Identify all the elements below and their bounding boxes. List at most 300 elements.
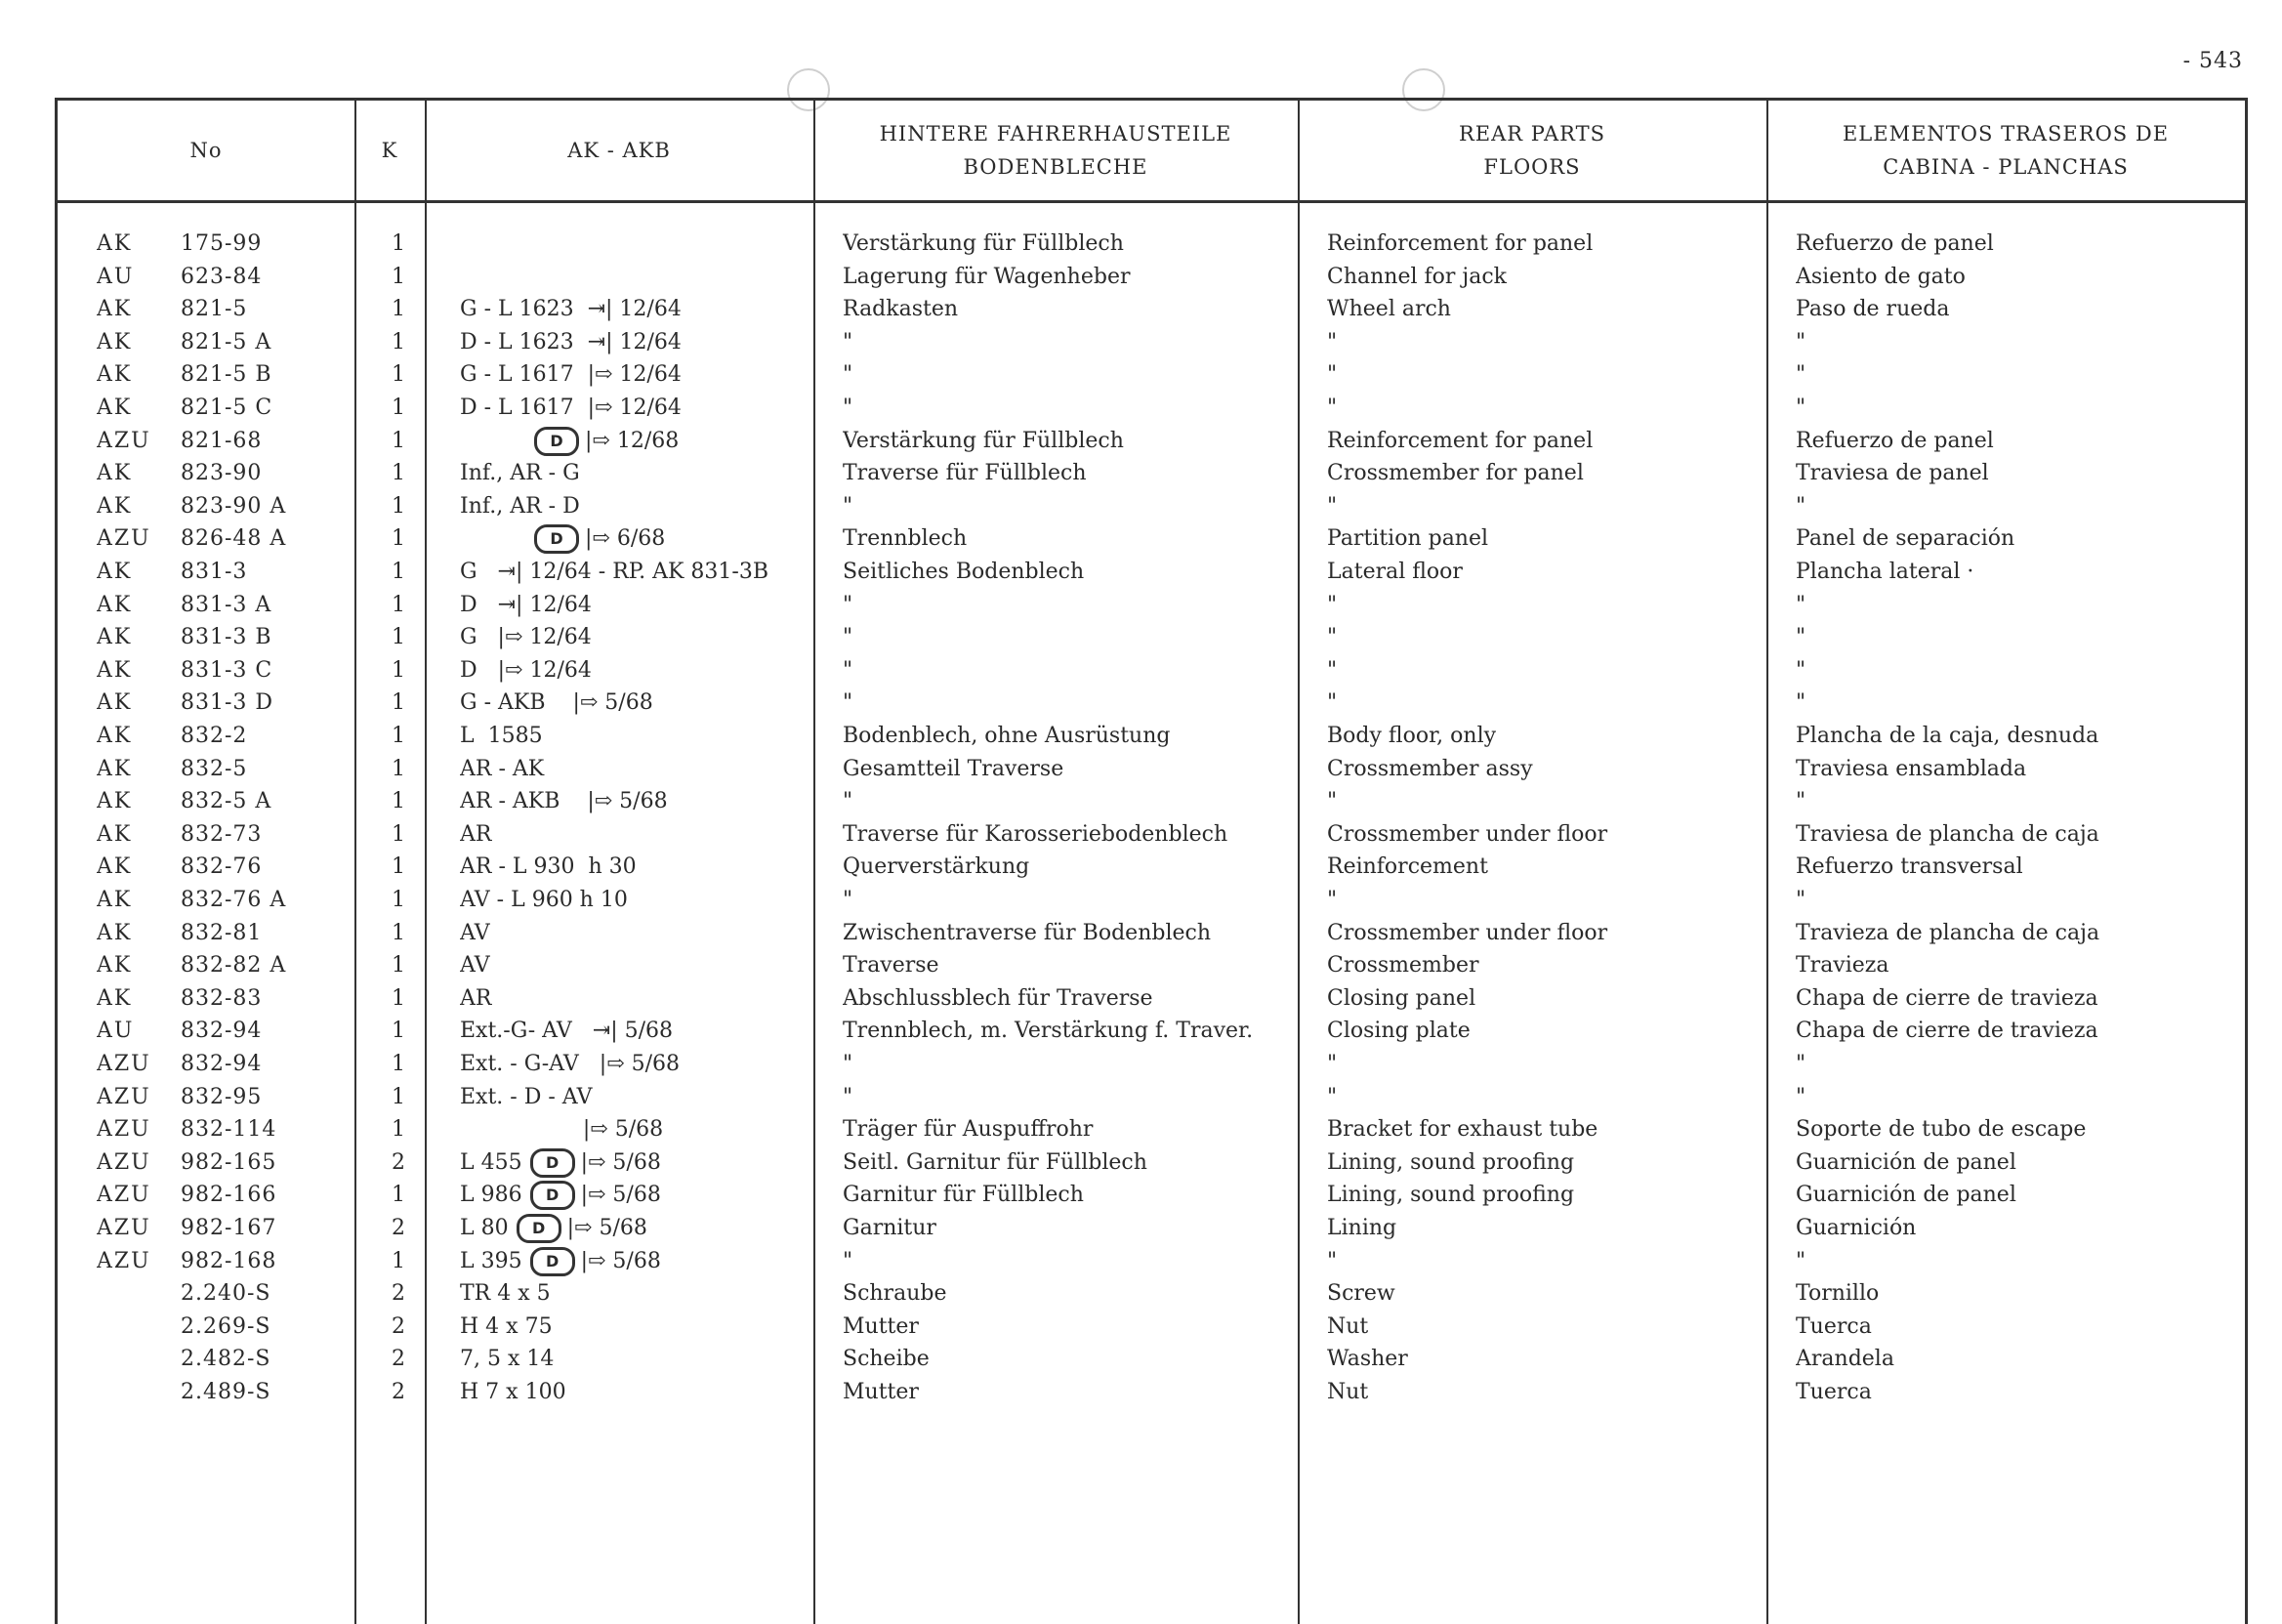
description-spanish: Chapa de cierre de travieza	[1796, 985, 2098, 1011]
description-english: "	[1327, 1052, 1338, 1076]
quantity-k: 1	[392, 657, 405, 683]
model-d-badge: D	[530, 1247, 575, 1276]
part-prefix: AU	[97, 264, 135, 289]
table-row	[58, 1146, 2245, 1180]
description-english: "	[1327, 789, 1338, 814]
header-english	[1298, 101, 1766, 200]
description-german: Gesamtteil Traverse	[843, 756, 1064, 781]
quantity-k: 1	[392, 493, 405, 519]
part-prefix: AK	[97, 756, 133, 781]
part-number: 823-90	[181, 461, 263, 486]
reference	[460, 326, 870, 359]
part-number: 2.269-S	[181, 1313, 271, 1339]
part-number: 831-3 C	[181, 657, 273, 683]
table-row	[58, 621, 2245, 654]
part-number: 982-166	[181, 1183, 277, 1208]
description-spanish: "	[1796, 625, 1806, 650]
quantity-k: 2	[392, 1347, 405, 1372]
quantity-k: 1	[392, 854, 405, 880]
part-number: 832-81	[181, 920, 263, 945]
quantity-k: 1	[392, 1084, 405, 1109]
quantity-k: 1	[392, 1052, 405, 1076]
description-english: Body floor, only	[1327, 724, 1497, 748]
description-spanish: Travieza de plancha de caja	[1796, 920, 2100, 945]
part-prefix: AK	[97, 724, 133, 748]
description-spanish: "	[1796, 690, 1806, 716]
quantity-k: 1	[392, 1019, 405, 1044]
reference-text: Inf., AR - D	[460, 493, 580, 519]
header-english-line: FLOORS	[1483, 155, 1581, 179]
part-number: 831-3 D	[181, 690, 274, 716]
description-german: "	[843, 362, 853, 388]
description-german: Trennblech, m. Verstärkung f. Traver.	[843, 1019, 1254, 1044]
description-german: Mutter	[843, 1380, 919, 1404]
quantity-k: 2	[392, 1380, 405, 1404]
description-english: Nut	[1327, 1313, 1369, 1339]
reference	[460, 589, 870, 622]
part-prefix: AZU	[97, 1117, 151, 1143]
reference	[460, 1376, 870, 1409]
quantity-k: 1	[392, 362, 405, 388]
reference-text: AR	[460, 985, 492, 1011]
table-row	[58, 522, 2245, 556]
reference-text: G - L 1623 ⇥| 12/64	[460, 297, 682, 322]
table-row	[58, 589, 2245, 622]
reference-text: AV - L 960 h 10	[460, 888, 628, 912]
description-german: Schraube	[843, 1281, 947, 1307]
reference	[460, 621, 870, 654]
description-german: Traverse	[843, 953, 939, 979]
reference-text: AR - AK	[460, 756, 545, 781]
part-number: 832-76 A	[181, 888, 287, 912]
reference	[460, 1179, 870, 1212]
table-row	[58, 358, 2245, 392]
quantity-k: 1	[392, 789, 405, 814]
part-number: 831-3 B	[181, 625, 272, 650]
reference	[460, 1113, 870, 1146]
description-spanish: "	[1796, 493, 1806, 519]
quantity-k: 2	[392, 1281, 405, 1307]
reference	[460, 753, 870, 786]
part-number: 2.240-S	[181, 1281, 271, 1307]
description-english: "	[1327, 592, 1338, 617]
table-row	[58, 457, 2245, 490]
quantity-k: 1	[392, 592, 405, 617]
reference	[460, 425, 870, 458]
description-german: "	[843, 1084, 853, 1109]
table-row	[58, 917, 2245, 950]
reference	[460, 851, 870, 884]
reference-text: AV	[460, 953, 490, 979]
part-number: 821-5 C	[181, 396, 273, 420]
table-row	[58, 1277, 2245, 1311]
description-spanish: "	[1796, 1052, 1806, 1076]
reference-text: 7, 5 x 14	[460, 1347, 555, 1372]
quantity-k: 1	[392, 526, 405, 552]
part-number: 832-5	[181, 756, 248, 781]
part-prefix: AU	[97, 1019, 135, 1044]
part-prefix: AZU	[97, 526, 151, 552]
description-german: "	[843, 396, 853, 420]
description-german: Querverstärkung	[843, 854, 1030, 880]
description-english: "	[1327, 493, 1338, 519]
quantity-k: 1	[392, 953, 405, 979]
description-spanish: Arandela	[1796, 1347, 1894, 1372]
part-prefix: AK	[97, 953, 133, 979]
validity-date: |⇨ 5/68	[566, 1216, 647, 1240]
part-prefix: AK	[97, 920, 133, 945]
description-english: Wheel arch	[1327, 297, 1451, 322]
description-english: Lining, sound proofing	[1327, 1149, 1575, 1175]
reference-text: G - AKB |⇨ 5/68	[460, 690, 653, 716]
validity-date: |⇨ 5/68	[580, 1149, 661, 1175]
description-english: Crossmember for panel	[1327, 461, 1584, 486]
reference	[460, 358, 870, 392]
table-row	[58, 1081, 2245, 1114]
table-row	[58, 884, 2245, 917]
description-spanish: "	[1796, 657, 1806, 683]
quantity-k: 1	[392, 985, 405, 1011]
reference	[460, 884, 870, 917]
part-number: 821-5 A	[181, 329, 272, 354]
part-number: 832-114	[181, 1117, 277, 1143]
reference-text: AR - L 930 h 30	[460, 854, 637, 880]
reference-text: AV	[460, 920, 490, 945]
reference	[460, 654, 870, 687]
part-prefix: AK	[97, 690, 133, 716]
description-spanish: "	[1796, 396, 1806, 420]
table-row	[58, 949, 2245, 982]
part-number: 832-76	[181, 854, 263, 880]
description-german: Garnitur	[843, 1216, 936, 1240]
quantity-k: 1	[392, 690, 405, 716]
part-prefix: AZU	[97, 1052, 151, 1076]
quantity-k: 1	[392, 461, 405, 486]
reference-text: D - L 1617 |⇨ 12/64	[460, 396, 682, 420]
table-row	[58, 1212, 2245, 1245]
table-row	[58, 326, 2245, 359]
table-row	[58, 228, 2245, 261]
quantity-k: 1	[392, 1248, 405, 1273]
reference	[460, 1081, 870, 1114]
description-spanish: Refuerzo transversal	[1796, 854, 2023, 880]
description-spanish: Refuerzo de panel	[1796, 231, 1994, 256]
description-german: Verstärkung für Füllblech	[843, 428, 1124, 453]
description-english: Closing panel	[1327, 985, 1476, 1011]
description-english: "	[1327, 690, 1338, 716]
reference	[460, 392, 870, 425]
quantity-k: 1	[392, 560, 405, 584]
part-prefix: AK	[97, 821, 133, 847]
part-number: 832-5 A	[181, 789, 272, 814]
table-row	[58, 490, 2245, 523]
reference	[460, 1343, 870, 1376]
table-row	[58, 1376, 2245, 1409]
reference-text: H 7 x 100	[460, 1380, 566, 1404]
part-number: 823-90 A	[181, 493, 287, 519]
part-prefix: AK	[97, 560, 133, 584]
quantity-k: 1	[392, 264, 405, 289]
description-spanish: "	[1796, 362, 1806, 388]
description-spanish: "	[1796, 1248, 1806, 1273]
table-row	[58, 1245, 2245, 1278]
description-spanish: "	[1796, 592, 1806, 617]
description-spanish: Traviesa de plancha de caja	[1796, 821, 2099, 847]
description-spanish: Soporte de tubo de escape	[1796, 1117, 2087, 1143]
reference-text: AR	[460, 821, 492, 847]
description-german: Bodenblech, ohne Ausrüstung	[843, 724, 1171, 748]
description-german: Garnitur für Füllblech	[843, 1183, 1084, 1208]
reference	[460, 457, 870, 490]
reference-text: TR 4 x 5	[460, 1281, 551, 1307]
description-spanish: Tuerca	[1796, 1313, 1872, 1339]
description-german: Mutter	[843, 1313, 919, 1339]
description-spanish: Guarnición de panel	[1796, 1149, 2016, 1175]
reference	[460, 522, 870, 556]
description-spanish: Plancha lateral ·	[1796, 560, 1974, 584]
table-row	[58, 1343, 2245, 1376]
description-spanish: Paso de rueda	[1796, 297, 1950, 322]
table-row	[58, 982, 2245, 1016]
reference	[460, 1245, 870, 1278]
reference	[460, 720, 870, 753]
reference	[460, 1311, 870, 1344]
table-row	[58, 753, 2245, 786]
part-number: 821-5	[181, 297, 248, 322]
reference-text: Ext. - G-AV |⇨ 5/68	[460, 1052, 681, 1076]
description-english: "	[1327, 1084, 1338, 1109]
description-spanish: Guarnición de panel	[1796, 1183, 2016, 1208]
description-german: Radkasten	[843, 297, 959, 322]
part-prefix: AK	[97, 362, 133, 388]
quantity-k: 1	[392, 821, 405, 847]
table-row	[58, 851, 2245, 884]
part-number: 831-3	[181, 560, 248, 584]
model-d-badge: D	[534, 427, 579, 456]
quantity-k: 1	[392, 428, 405, 453]
part-number: 831-3 A	[181, 592, 272, 617]
table-row	[58, 818, 2245, 852]
part-number: 832-95	[181, 1084, 263, 1109]
part-number: 982-167	[181, 1216, 277, 1240]
reference-text: L 80	[460, 1216, 509, 1240]
reference	[460, 1146, 870, 1180]
quantity-k: 1	[392, 329, 405, 354]
table-row	[58, 392, 2245, 425]
description-spanish: Chapa de cierre de travieza	[1796, 1019, 2098, 1044]
reference-text: G ⇥| 12/64 - RP. AK 831-3B	[460, 560, 769, 584]
description-english: Bracket for exhaust tube	[1327, 1117, 1598, 1143]
quantity-k: 1	[392, 888, 405, 912]
reference-text: |⇨ 5/68	[460, 1117, 664, 1143]
description-german: "	[843, 493, 853, 519]
part-number: 982-168	[181, 1248, 277, 1273]
description-english: Crossmember assy	[1327, 756, 1533, 781]
description-english: Washer	[1327, 1347, 1408, 1372]
model-d-badge: D	[534, 524, 579, 554]
description-english: Screw	[1327, 1281, 1395, 1307]
quantity-k: 1	[392, 396, 405, 420]
table-row	[58, 1113, 2245, 1146]
table-row	[58, 687, 2245, 720]
part-number: 821-5 B	[181, 362, 272, 388]
description-german: Scheibe	[843, 1347, 930, 1372]
part-prefix: AK	[97, 493, 133, 519]
description-german: "	[843, 690, 853, 716]
quantity-k: 1	[392, 724, 405, 748]
table-row	[58, 1015, 2245, 1048]
part-prefix: AK	[97, 461, 133, 486]
part-prefix: AZU	[97, 1183, 151, 1208]
description-german: "	[843, 625, 853, 650]
description-english: Lining, sound proofing	[1327, 1183, 1575, 1208]
table-row	[58, 785, 2245, 818]
description-english: "	[1327, 362, 1338, 388]
description-spanish: Tornillo	[1796, 1281, 1880, 1307]
description-english: Reinforcement	[1327, 854, 1488, 880]
part-prefix: AK	[97, 888, 133, 912]
part-number: 821-68	[181, 428, 263, 453]
table-row	[58, 1311, 2245, 1344]
reference-text: L 455	[460, 1149, 522, 1175]
reference-text: L 986	[460, 1183, 522, 1208]
reference	[460, 917, 870, 950]
description-english: Reinforcement for panel	[1327, 428, 1594, 453]
part-number: 175-99	[181, 231, 263, 256]
model-d-badge: D	[530, 1148, 575, 1178]
description-spanish: Panel de separación	[1796, 526, 2015, 552]
part-prefix: AK	[97, 329, 133, 354]
description-english: "	[1327, 1248, 1338, 1273]
header-german-line: BODENBLECHE	[963, 155, 1148, 179]
model-d-badge: D	[530, 1181, 575, 1210]
reference	[460, 1277, 870, 1311]
description-english: "	[1327, 396, 1338, 420]
reference	[460, 1048, 870, 1081]
part-prefix: AK	[97, 854, 133, 880]
part-prefix: AK	[97, 789, 133, 814]
part-prefix: AK	[97, 592, 133, 617]
description-german: "	[843, 592, 853, 617]
description-spanish: Guarnición	[1796, 1216, 1917, 1240]
quantity-k: 2	[392, 1216, 405, 1240]
part-prefix: AK	[97, 231, 133, 256]
reference-text: D |⇨ 12/64	[460, 657, 592, 683]
description-german: "	[843, 329, 853, 354]
description-english: Crossmember under floor	[1327, 920, 1608, 945]
quantity-k: 1	[392, 297, 405, 322]
part-prefix: AZU	[97, 1216, 151, 1240]
part-number: 2.489-S	[181, 1380, 271, 1404]
description-german: Abschlussblech für Traverse	[843, 985, 1153, 1011]
header-german-line: HINTERE FAHRERHAUSTEILE	[879, 122, 1232, 146]
description-spanish: "	[1796, 789, 1806, 814]
description-english: "	[1327, 329, 1338, 354]
description-german: Seitliches Bodenblech	[843, 560, 1085, 584]
description-german: "	[843, 888, 853, 912]
reference-text: L 1585	[460, 724, 543, 748]
reference	[460, 949, 870, 982]
reference	[460, 785, 870, 818]
description-english: Lining	[1327, 1216, 1397, 1240]
reference-text: G - L 1617 |⇨ 12/64	[460, 362, 682, 388]
reference	[460, 490, 870, 523]
reference-text: D ⇥| 12/64	[460, 592, 592, 617]
validity-date: |⇨ 5/68	[580, 1183, 661, 1208]
reference	[460, 818, 870, 852]
part-number: 623-84	[181, 264, 263, 289]
page-number: - 543	[2182, 49, 2243, 73]
table-row	[58, 1048, 2245, 1081]
reference-text: G |⇨ 12/64	[460, 625, 592, 650]
description-spanish: Traviesa de panel	[1796, 461, 1989, 486]
table-row	[58, 1179, 2245, 1212]
description-spanish: "	[1796, 888, 1806, 912]
table-row	[58, 720, 2245, 753]
description-english: "	[1327, 888, 1338, 912]
table-row	[58, 293, 2245, 326]
part-number: 832-94	[181, 1019, 263, 1044]
quantity-k: 1	[392, 1183, 405, 1208]
part-prefix: AZU	[97, 428, 151, 453]
quantity-k: 1	[392, 231, 405, 256]
description-german: "	[843, 657, 853, 683]
reference-text: Inf., AR - G	[460, 461, 580, 486]
description-english: "	[1327, 625, 1338, 650]
description-spanish: Plancha de la caja, desnuda	[1796, 724, 2099, 748]
reference-text: D - L 1623 ⇥| 12/64	[460, 329, 682, 354]
part-prefix: AK	[97, 396, 133, 420]
description-spanish: Refuerzo de panel	[1796, 428, 1994, 453]
validity-date: |⇨ 5/68	[580, 1248, 661, 1273]
description-german: "	[843, 1052, 853, 1076]
validity-date: |⇨ 12/68	[585, 428, 680, 453]
description-german: Zwischentraverse für Bodenblech	[843, 920, 1211, 945]
part-number: 832-73	[181, 821, 263, 847]
reference-text: Ext. - D - AV	[460, 1084, 593, 1109]
description-english: Nut	[1327, 1380, 1369, 1404]
reference	[460, 556, 870, 589]
reference	[460, 1015, 870, 1048]
table-row	[58, 425, 2245, 458]
table-row	[58, 261, 2245, 294]
reference	[460, 293, 870, 326]
model-d-badge: D	[517, 1214, 561, 1243]
description-german: "	[843, 789, 853, 814]
description-spanish: Asiento de gato	[1796, 264, 1966, 289]
reference-text: AR - AKB |⇨ 5/68	[460, 789, 668, 814]
header-spanish	[1766, 101, 2245, 200]
description-english: Closing plate	[1327, 1019, 1471, 1044]
header-spanish-line: CABINA - PLANCHAS	[1883, 155, 2129, 179]
description-spanish: "	[1796, 1084, 1806, 1109]
description-spanish: Traviesa ensamblada	[1796, 756, 2027, 781]
header-german	[813, 101, 1298, 200]
part-number: 832-94	[181, 1052, 263, 1076]
parts-table	[55, 98, 2248, 1624]
description-english: Crossmember under floor	[1327, 821, 1608, 847]
header-k: K	[381, 139, 398, 162]
part-prefix: AZU	[97, 1248, 151, 1273]
part-number: 832-83	[181, 985, 263, 1011]
table-row	[58, 556, 2245, 589]
description-english: Lateral floor	[1327, 560, 1463, 584]
reference-text: L 395	[460, 1248, 522, 1273]
reference	[460, 687, 870, 720]
table-row	[58, 654, 2245, 687]
part-number: 2.482-S	[181, 1347, 271, 1372]
part-number: 826-48 A	[181, 526, 287, 552]
